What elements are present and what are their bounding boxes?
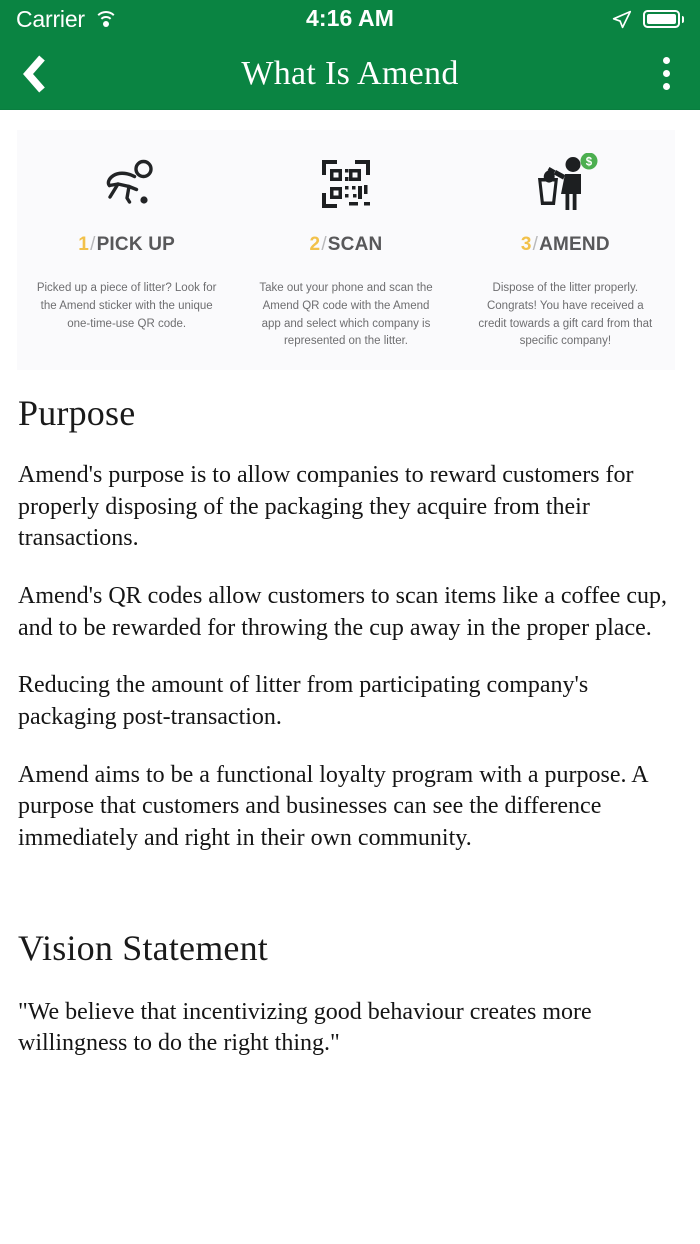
status-bar-left bbox=[16, 5, 611, 32]
svg-text:$: $ bbox=[586, 156, 593, 169]
status-bar bbox=[0, 0, 700, 38]
step-title bbox=[25, 234, 228, 256]
purpose-paragraph: Amend aims to be a functional loyalty program with a purpose. A purpose that customers and businesses can see the difference immediately and right in their own community. bbox=[18, 761, 648, 852]
step-scan bbox=[236, 152, 455, 351]
purpose-paragraph: Amend's QR codes allow customers to scan items like a coffee cup, and to be rewarded for throwing the cup away in the proper place. bbox=[18, 583, 668, 641]
clock-label: 4:16 AM bbox=[305, 5, 395, 31]
overflow-menu-icon-dot bbox=[663, 83, 670, 90]
article-content bbox=[0, 392, 700, 1060]
step-number: 2 bbox=[309, 234, 321, 255]
step-slash: / bbox=[321, 234, 327, 255]
vision-quote: "We believe that incentivizing good behaviour creates more willingness to do the right thing." bbox=[18, 998, 592, 1057]
qr-code-icon bbox=[244, 152, 447, 216]
step-label: AMEND bbox=[539, 234, 610, 255]
step-amend bbox=[456, 152, 675, 351]
person-picking-up-litter-icon bbox=[25, 152, 228, 216]
step-number: 3 bbox=[520, 234, 532, 255]
step-slash: / bbox=[532, 234, 539, 255]
battery-full-icon bbox=[643, 10, 684, 28]
chevron-left-icon bbox=[21, 55, 47, 93]
overflow-menu-button[interactable] bbox=[632, 38, 700, 109]
overflow-menu-icon-dot bbox=[663, 57, 670, 64]
vision-section bbox=[18, 927, 682, 1060]
step-title bbox=[464, 234, 667, 256]
step-description: Picked up a piece of litter? Look for the Amend sticker with the unique one-time-use QR code. bbox=[36, 282, 217, 330]
status-bar-right bbox=[611, 9, 684, 30]
step-description: Take out your phone and scan the Amend QR code with the Amend app and select which company is represented on the litter. bbox=[259, 282, 433, 348]
step-description: Dispose of the litter properly. Congrats! You have received a credit towards a gift card from that specific company! bbox=[478, 282, 653, 348]
step-number: 1 bbox=[78, 234, 90, 255]
purpose-paragraph: Reducing the amount of litter from participating company's packaging post-transaction. bbox=[18, 672, 589, 731]
step-pick-up bbox=[17, 152, 236, 333]
purpose-heading: Purpose bbox=[18, 393, 136, 433]
step-label: SCAN bbox=[327, 234, 383, 255]
purpose-paragraph: Amend's purpose is to allow companies to reward customers for properly disposing of the packaging they acquire from their transactions. bbox=[18, 462, 634, 552]
how-it-works-card bbox=[17, 130, 675, 370]
section-spacer bbox=[18, 881, 682, 927]
person-disposing-litter-with-dollar-badge-icon bbox=[464, 152, 667, 216]
wifi-icon bbox=[94, 10, 118, 28]
vision-heading: Vision Statement bbox=[18, 927, 269, 968]
carrier-label: Carrier bbox=[16, 5, 85, 32]
page-title: What Is Amend bbox=[241, 54, 459, 92]
navigation-bar bbox=[0, 38, 700, 110]
step-slash: / bbox=[90, 234, 96, 255]
step-title bbox=[244, 234, 447, 256]
location-arrow-icon bbox=[611, 9, 632, 30]
overflow-menu-icon-dot bbox=[663, 70, 670, 77]
purpose-section bbox=[18, 392, 682, 855]
back-button[interactable] bbox=[0, 38, 68, 109]
step-label: PICK UP bbox=[96, 234, 176, 255]
